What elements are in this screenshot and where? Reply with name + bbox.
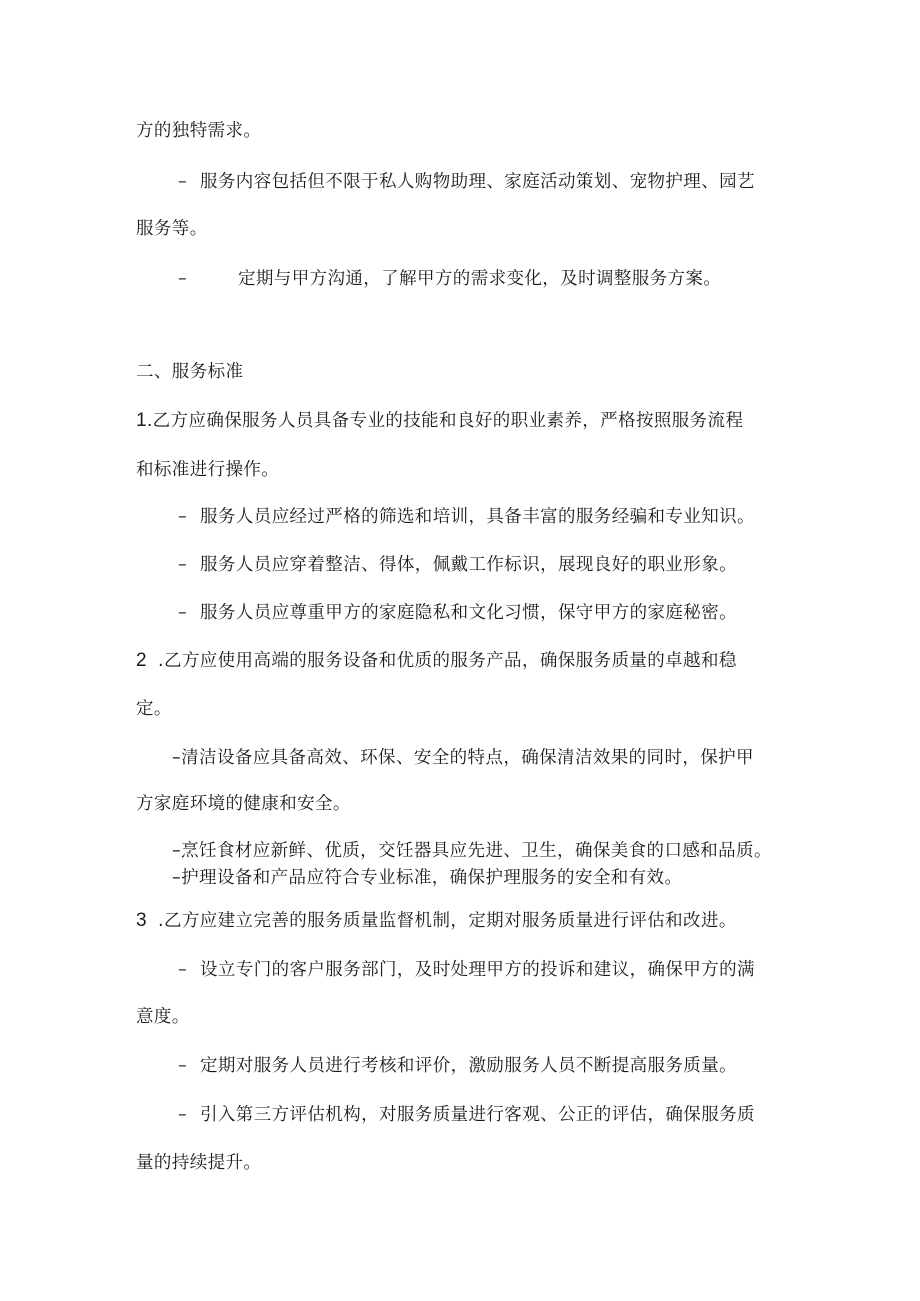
bullet-line: [178, 601, 737, 625]
paragraph-line: [136, 1005, 190, 1029]
dash-marker: –: [178, 1105, 188, 1125]
line-text: .乙方应建立完善的服务质量监督机制，定期对服务质量进行评估和改进。: [158, 911, 737, 931]
numbered-item-line: [136, 909, 737, 933]
numbered-item-line: [136, 649, 737, 673]
dash-marker: –: [178, 960, 188, 980]
paragraph-line: [136, 697, 172, 721]
bullet-line: [178, 1103, 755, 1127]
item-number: 2: [136, 650, 147, 671]
paragraph-line: [136, 792, 351, 816]
line-text: 服务等。: [136, 219, 208, 239]
bullet-line: [172, 839, 772, 863]
line-text: 意度。: [136, 1007, 190, 1027]
dash-marker: –: [178, 603, 188, 623]
paragraph-line: [136, 217, 208, 241]
item-number: 1.: [136, 410, 153, 431]
line-text: –护理设备和产品应符合专业标准，确保护理服务的安全和有效。: [172, 868, 683, 888]
line-text: 方的独特需求。: [136, 121, 262, 141]
dash-marker: –: [178, 172, 188, 192]
line-text: –烹饪食材应新鲜、优质，交饪器具应先进、卫生，确保美食的口感和品质。: [172, 841, 772, 861]
line-text: 服务内容包括但不限于私人购物助理、家庭活动策划、宠物护理、园艺: [200, 172, 755, 192]
bullet-line: [172, 866, 682, 890]
line-text: 服务人员应经过严格的筛选和培训，具备丰富的服务经骗和专业知识。: [200, 507, 755, 527]
bullet-line: [172, 746, 754, 770]
item-number: 3: [136, 910, 147, 931]
dash-marker: –: [178, 555, 188, 575]
section-heading: [136, 360, 243, 384]
numbered-item-line: [136, 409, 743, 433]
bullet-line: [178, 505, 755, 529]
line-text: 二、服务标准: [136, 362, 244, 382]
dash-marker: –: [178, 1056, 188, 1076]
paragraph-line: [136, 458, 279, 482]
line-text: 服务人员应穿着整洁、得体，佩戴工作标识，展现良好的职业形象。: [200, 555, 737, 575]
paragraph-line: [136, 1151, 261, 1175]
line-text: 定期与甲方沟通，了解甲方的需求变化，及时调整服务方案。: [238, 269, 722, 289]
line-text: 量的持续提升。: [136, 1153, 262, 1173]
line-text: 定。: [136, 699, 172, 719]
bullet-line: [178, 1054, 737, 1078]
bullet-line: [178, 553, 737, 577]
dash-marker: –: [178, 507, 188, 527]
line-text: 方家庭环境的健康和安全。: [136, 794, 351, 814]
bullet-line: [178, 958, 755, 982]
line-text: 设立专门的客户服务部门，及时处理甲方的投诉和建议，确保甲方的满: [200, 960, 755, 980]
dash-marker: –: [178, 269, 188, 289]
line-text: 服务人员应尊重甲方的家庭隐私和文化习惯，保守甲方的家庭秘密。: [200, 603, 737, 623]
line-text: –清洁设备应具备高效、环保、安全的特点，确保清洁效果的同时，保护甲: [172, 748, 754, 768]
line-text: 乙方应确保服务人员具备专业的技能和良好的职业素养，严格按照服务流程: [152, 411, 744, 431]
bullet-line: [178, 170, 755, 194]
bullet-line: [178, 267, 721, 291]
line-text: 和标准进行操作。: [136, 460, 280, 480]
paragraph-line: [136, 119, 261, 143]
line-text: .乙方应使用高端的服务设备和优质的服务产品，确保服务质量的卓越和稳: [158, 651, 737, 671]
line-text: 引入第三方评估机构，对服务质量进行客观、公正的评估，确保服务质: [200, 1105, 755, 1125]
line-text: 定期对服务人员进行考核和评价，激励服务人员不断提高服务质量。: [200, 1056, 737, 1076]
